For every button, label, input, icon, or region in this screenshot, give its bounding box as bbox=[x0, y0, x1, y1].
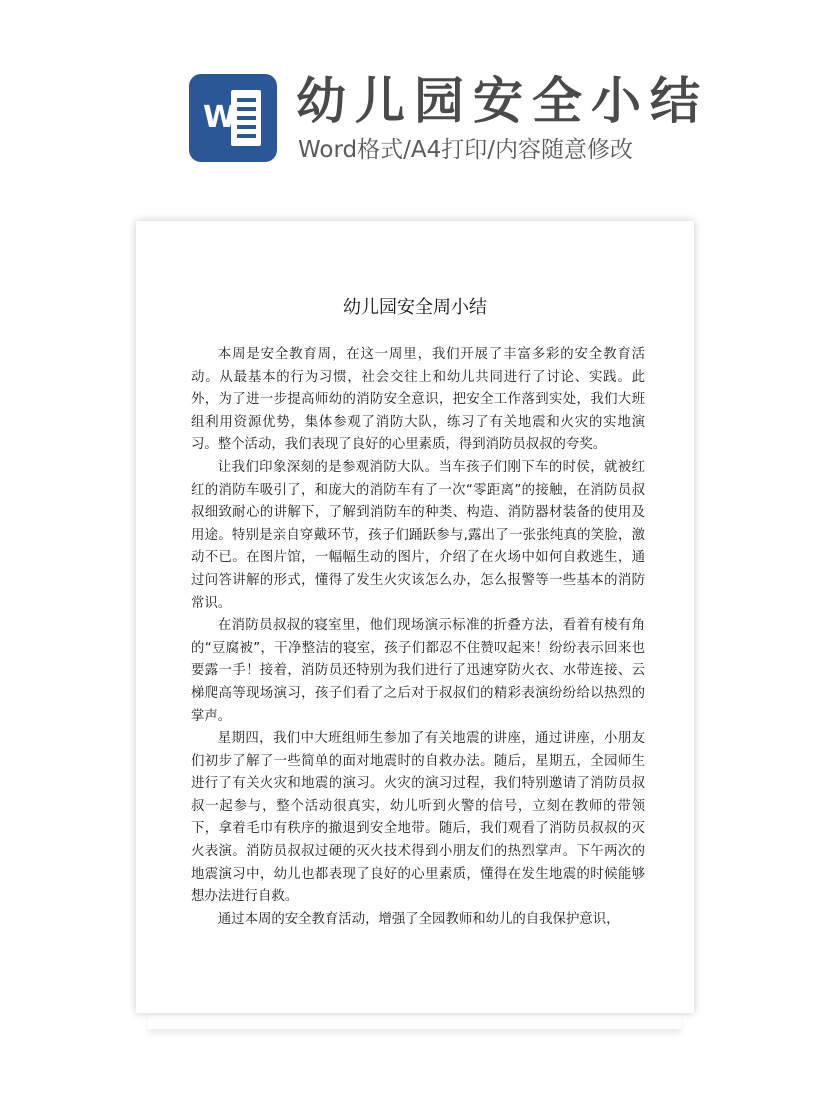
document-body bbox=[191, 344, 645, 931]
paragraph: 通过本周的安全教育活动，增强了全园教师和幼儿的自我保护意识， bbox=[217, 911, 620, 927]
word-document-icon bbox=[189, 74, 277, 162]
page-subtitle: Word格式/A4打印/内容随意修改 bbox=[298, 137, 633, 163]
document-title: 幼儿园安全周小结 bbox=[343, 297, 487, 318]
paragraph: 星期四，我们中大班组师生参加了有关地震的讲座，通过讲座，小朋友们初步了解了一些简单的面对地震时的自救办法。随后，星期五，全园师生进行了有关火灾和地震的演习。火灾的演习过程，我们特别邀请了消防员叔叔一起参与，整个活动很真实，幼儿听到火警的信号，立刻在教师的带领下，拿着毛巾有秩序的撤退到安全地带。随后，我们观看了消防员叔叔的灭火表演。消防员叔叔过硬的灭火技术得到小朋友们的热烈掌声。下午两次的地震演习中，幼儿也都表现了良好的心里素质，懂得在发生地震的时候能够想办法进行自救。 bbox=[191, 731, 645, 905]
page-stack-shadow bbox=[148, 1013, 681, 1029]
document-page bbox=[136, 221, 694, 1013]
paragraph: 在消防员叔叔的寝室里，他们现场演示标准的折叠方法，看着有棱有角的“豆腐被”，干净整洁的寝室，孩子们都忍不住赞叹起来！纷纷表示回来也要露一手！接着，消防员还特别为我们进行了迅速穿防火衣、水带连接、云梯爬高等现场演习，孩子们看了之后对于叔叔们的精彩表演纷纷给以热烈的掌声。 bbox=[191, 618, 645, 724]
logo-letter: W bbox=[203, 100, 237, 135]
page-title: 幼儿园安全小结 bbox=[296, 72, 709, 130]
header bbox=[0, 0, 830, 200]
paragraph: 让我们印象深刻的是参观消防大队。当车孩子们刚下车的时侯，就被红红的消防车吸引了，和庞大的消防车有了一次“零距离”的接触，在消防员叔叔细致耐心的讲解下，了解到消防车的种类、构造、消防器材装备的使用及用途。特别是亲自穿戴环节，孩子们踊跃参与,露出了一张张纯真的笑脸，激动不已。在图片馆，一幅幅生动的图片，介绍了在火场中如何自救逃生，通过问答讲解的形式，懂得了发生火灾该怎么办，怎么报警等一些基本的消防常识。 bbox=[191, 459, 645, 611]
paragraph: 本周是安全教育周，在这一周里，我们开展了丰富多彩的安全教育活动。从最基本的行为习惯，社会交往上和幼儿共同进行了讨论、实践。此外，为了进一步提高师幼的消防安全意识，把安全工作落到实处，我们大班组利用资源优势，集体参观了消防大队，练习了有关地震和火灾的实地演习。整个活动，我们表现了良好的心里素质，得到消防员叔叔的夸奖。 bbox=[191, 347, 645, 453]
